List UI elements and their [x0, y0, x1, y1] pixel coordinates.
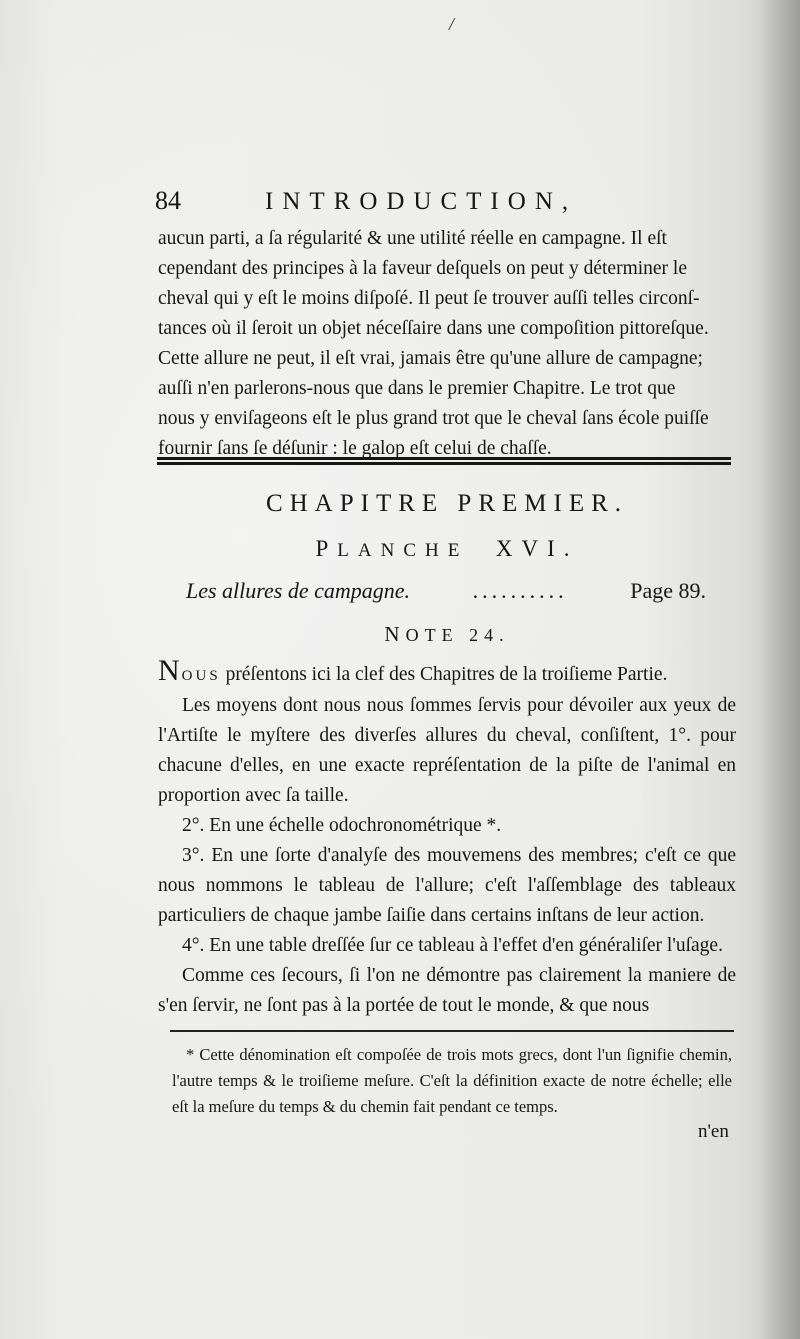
paragraph: 4°. En une table dreſſée ſur ce tableau à l'effet d'en généraliſer l'uſage.: [182, 935, 723, 956]
top-pencil-mark: /: [449, 14, 455, 34]
footnote-rule: [170, 1030, 734, 1032]
text-line: tances où il ſeroit un objet néceſſaire dans une compoſition pittoreſque.: [158, 318, 709, 339]
page-number: 84: [155, 186, 181, 215]
text-line: aucun parti, a ſa régularité & une utilité réelle en campagne. Il eſt: [158, 228, 667, 249]
body-text: [158, 656, 736, 1021]
leader-dots: ..........: [472, 578, 568, 603]
intro-paragraph: [158, 224, 736, 464]
plate-initial: P: [315, 536, 338, 561]
paragraph: Comme ces ſecours, ſi l'on ne démontre pas clairement la maniere de s'en ſervir, ne ſont pas à la portée de tout le monde, & que nous: [158, 965, 736, 1016]
plate-number: XVI.: [495, 536, 579, 561]
paragraph: 3°. En une ſorte d'analyſe des mouvemens des membres; c'eſt ce que nous nommons le tableau de l'allure; c'eſt l'aſſemblage des tableaux particuliers de chaque jambe ſaiſie dans certains inſtans de leur action.: [158, 845, 736, 926]
page-edge-shadow: [760, 0, 800, 1339]
footnote: * Cette dénomination eſt compoſée de trois mots grecs, dont l'un ſignifie chemin, l'autre temps & le troiſieme meſure. C'eſt la définition exacte de notre échelle; elle eſt la meſure du temps & du chemin fait pendant ce temps.: [172, 1045, 732, 1116]
section-entry: [186, 578, 706, 604]
text-line: Cette allure ne peut, il eſt vrai, jamais être qu'une allure de campagne;: [158, 348, 703, 369]
small-caps-word: OUS: [181, 668, 221, 684]
note-number: 24.: [469, 625, 510, 645]
plate-label: LANCHE: [337, 540, 469, 561]
running-title: INTRODUCTION,: [265, 188, 578, 215]
opening-text: préſentons ici la clef des Chapitres de la troiſieme Partie.: [220, 664, 668, 685]
note-initial: N: [384, 622, 406, 646]
catchword: n'en: [698, 1121, 729, 1142]
section-page-ref: Page 89.: [630, 578, 706, 603]
text-line: cependant des principes à la faveur deſquels on peut y déterminer le: [158, 258, 687, 279]
drop-cap: N: [158, 654, 182, 687]
section-title: Les allures de campagne.: [186, 578, 411, 603]
chapter-title: CHAPITRE PREMIER.: [265, 490, 629, 517]
note-label: OTE: [405, 625, 459, 645]
text-line: nous y enviſageons eſt le plus grand trot que le cheval ſans école puiſſe: [158, 408, 709, 429]
text-line: cheval qui y eſt le moins diſpoſé. Il peut ſe trouver auſſi telles circonſ-: [158, 288, 700, 309]
paragraph: 2°. En une échelle odochronométrique *.: [182, 815, 502, 836]
double-rule: [157, 457, 731, 465]
text-line: auſſi n'en parlerons-nous que dans le premier Chapitre. Le trot que: [158, 378, 676, 399]
note-heading: [158, 622, 736, 647]
running-head: [155, 182, 735, 222]
paragraph: Les moyens dont nous nous ſommes ſervis pour dévoiler aux yeux de l'Artiſte le myſtere des diverſes allures du cheval, conſiſtent, 1°. pour chacune d'elles, en une exacte repréſentation de la piſte de l'animal en proportion avec ſa taille.: [158, 695, 736, 806]
text-line: fournir ſans ſe déſunir : le galop eſt celui de chaſſe.: [158, 438, 552, 459]
plate-heading: [158, 536, 736, 562]
opening-paragraph: [158, 656, 736, 691]
